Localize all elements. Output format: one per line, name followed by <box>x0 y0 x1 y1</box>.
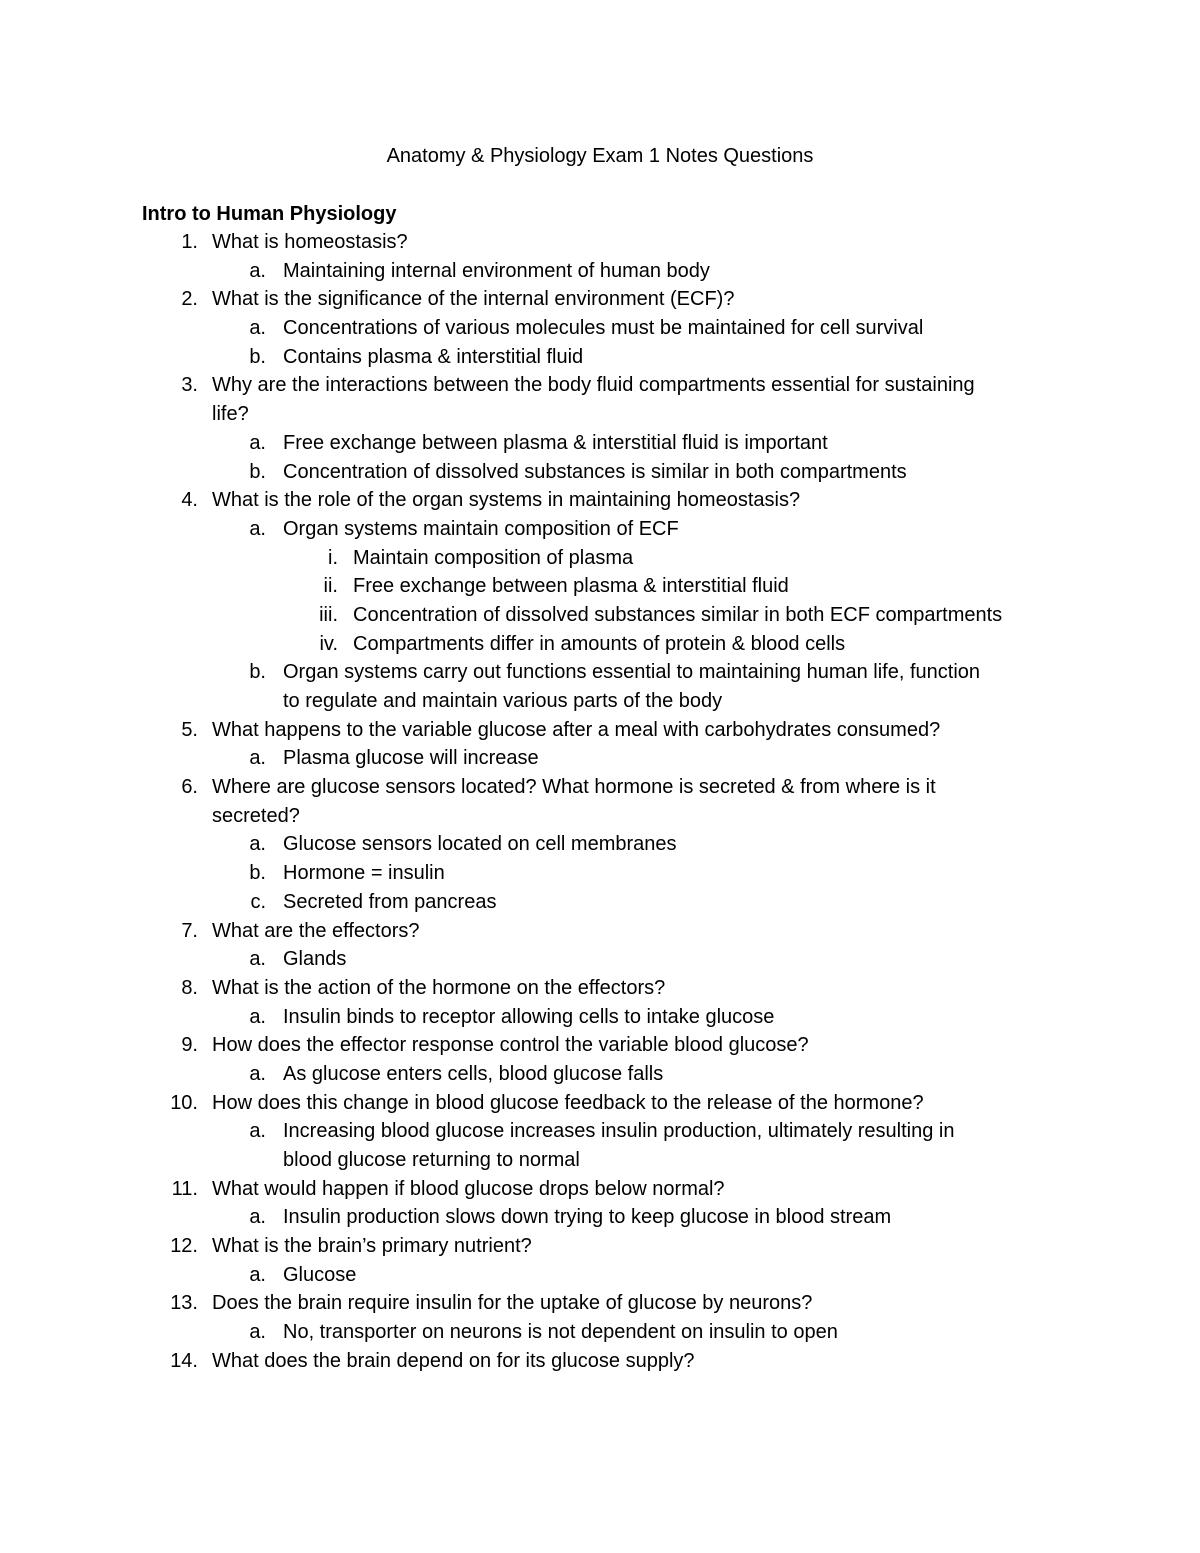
list-marker: a. <box>249 517 266 540</box>
question-line <box>0 1175 1200 1204</box>
list-item-text: Insulin production slows down trying to keep glucose in blood stream <box>283 1206 892 1229</box>
list-marker: a. <box>249 948 266 971</box>
list-marker: b. <box>249 661 266 684</box>
list-item-text: Maintaining internal environment of human body <box>283 259 710 282</box>
list-item-text: What is the role of the organ systems in maintaining homeostasis? <box>212 489 801 512</box>
answer-line <box>0 658 1200 687</box>
sub-answer-line <box>0 544 1200 573</box>
list-marker: a. <box>249 1263 266 1286</box>
list-item-text: life? <box>212 403 249 426</box>
list-item-text: Glands <box>283 948 347 971</box>
list-marker: a. <box>249 747 266 770</box>
list-item-text: Does the brain require insulin for the uptake of glucose by neurons? <box>212 1292 813 1315</box>
answer-line <box>0 343 1200 372</box>
list-marker: 9. <box>181 1034 198 1057</box>
list-item-text: Glucose sensors located on cell membranes <box>283 833 677 856</box>
list-marker: 12. <box>170 1235 198 1258</box>
list-item-text: Where are glucose sensors located? What hormone is secreted & from where is it <box>212 776 936 799</box>
list-item-text: What are the effectors? <box>212 919 420 942</box>
answer-line <box>0 945 1200 974</box>
answer-line <box>0 458 1200 487</box>
list-item-text: What is the significance of the internal environment (ECF)? <box>212 288 735 311</box>
list-item-text: Increasing blood glucose increases insulin production, ultimately resulting in <box>283 1120 955 1143</box>
question-line <box>0 974 1200 1003</box>
answer-line <box>0 1261 1200 1290</box>
list-marker: 7. <box>181 919 198 942</box>
list-item-text: What is the action of the hormone on the effectors? <box>212 976 666 999</box>
list-marker: c. <box>250 890 266 913</box>
list-marker: 2. <box>181 288 198 311</box>
list-marker: a. <box>249 431 266 454</box>
list-marker: b. <box>249 345 266 368</box>
list-marker: i. <box>328 546 338 569</box>
list-item-text: Concentrations of various molecules must be maintained for cell survival <box>283 317 924 340</box>
list-marker: 11. <box>171 1177 198 1200</box>
answer-line <box>0 515 1200 544</box>
question-line <box>0 1289 1200 1318</box>
answer-line <box>0 257 1200 286</box>
list-marker: a. <box>249 259 266 282</box>
list-item-text: No, transporter on neurons is not dependent on insulin to open <box>283 1321 838 1344</box>
list-marker: 5. <box>181 718 198 741</box>
list-item-text: What happens to the variable glucose after a meal with carbohydrates consumed? <box>212 718 941 741</box>
answer-line <box>0 687 1200 716</box>
list-marker: a. <box>249 1062 266 1085</box>
answer-line <box>0 1117 1200 1146</box>
list-item-text: Organ systems carry out functions essential to maintaining human life, function <box>283 661 981 684</box>
list-item-text: How does the effector response control the variable blood glucose? <box>212 1034 809 1057</box>
question-line <box>0 802 1200 831</box>
list-marker: a. <box>249 1120 266 1143</box>
list-item-text: Free exchange between plasma & interstitial fluid is important <box>283 431 828 454</box>
list-item-text: Concentration of dissolved substances is similar in both compartments <box>283 460 907 483</box>
list-marker: a. <box>249 1321 266 1344</box>
question-line <box>0 285 1200 314</box>
answer-line <box>0 314 1200 343</box>
list-item-text: What does the brain depend on for its glucose supply? <box>212 1349 695 1372</box>
list-marker: iv. <box>319 632 338 655</box>
list-item-text: Plasma glucose will increase <box>283 747 539 770</box>
list-marker: iii. <box>319 603 338 626</box>
list-item-text: Maintain composition of plasma <box>353 546 634 569</box>
list-item-text: Organ systems maintain composition of ECF <box>283 517 679 540</box>
list-item-text: blood glucose returning to normal <box>283 1149 580 1171</box>
question-line <box>0 1031 1200 1060</box>
list-marker: a. <box>249 833 266 856</box>
sub-answer-line <box>0 630 1200 659</box>
answer-line <box>0 1146 1200 1175</box>
list-marker: b. <box>249 862 266 885</box>
list-marker: 3. <box>181 374 198 397</box>
list-item-text: What is the brain’s primary nutrient? <box>212 1235 532 1258</box>
question-line <box>0 1347 1200 1376</box>
list-marker: 10. <box>170 1091 198 1114</box>
question-line <box>0 716 1200 745</box>
question-line <box>0 486 1200 515</box>
question-line <box>0 773 1200 802</box>
list-marker: b. <box>249 460 266 483</box>
list-item-text: What would happen if blood glucose drops below normal? <box>212 1177 725 1200</box>
list-marker: 8. <box>181 976 198 999</box>
question-line <box>0 400 1200 429</box>
list-marker: a. <box>249 1005 266 1028</box>
sub-answer-line <box>0 572 1200 601</box>
list-item-text: Compartments differ in amounts of protein & blood cells <box>353 632 846 655</box>
document-title: Anatomy & Physiology Exam 1 Notes Questions <box>386 145 814 167</box>
question-line <box>0 1232 1200 1261</box>
list-item-text: secreted? <box>212 804 300 827</box>
outline-list <box>0 228 1200 1376</box>
list-marker: 6. <box>181 776 198 799</box>
answer-line <box>0 1060 1200 1089</box>
question-line <box>0 228 1200 257</box>
list-marker: 14. <box>170 1349 198 1372</box>
question-line <box>0 371 1200 400</box>
list-marker: a. <box>249 1206 266 1229</box>
list-item-text: to regulate and maintain various parts of the body <box>283 690 723 712</box>
list-item-text: As glucose enters cells, blood glucose falls <box>283 1062 664 1085</box>
answer-line <box>0 429 1200 458</box>
list-item-text: Secreted from pancreas <box>283 890 497 913</box>
list-item-text: Contains plasma & interstitial fluid <box>283 345 584 368</box>
list-item-text: Hormone = insulin <box>283 862 445 885</box>
list-item-text: Glucose <box>283 1263 357 1286</box>
list-item-text: Insulin binds to receptor allowing cells to intake glucose <box>283 1005 775 1028</box>
sub-answer-line <box>0 601 1200 630</box>
list-marker: 1. <box>181 231 198 253</box>
list-item-text: How does this change in blood glucose feedback to the release of the hormone? <box>212 1091 924 1114</box>
answer-line <box>0 859 1200 888</box>
answer-line <box>0 888 1200 917</box>
question-line <box>0 1089 1200 1118</box>
answer-line <box>0 1318 1200 1347</box>
list-marker: ii. <box>323 575 338 598</box>
list-marker: a. <box>249 317 266 340</box>
answer-line <box>0 830 1200 859</box>
list-item-text: Concentration of dissolved substances similar in both ECF compartments <box>353 603 1003 626</box>
list-item-text: What is homeostasis? <box>212 231 408 253</box>
question-line <box>0 917 1200 946</box>
list-item-text: Free exchange between plasma & interstitial fluid <box>353 575 789 598</box>
list-marker: 4. <box>181 489 198 512</box>
list-marker: 13. <box>170 1292 198 1315</box>
section-heading: Intro to Human Physiology <box>142 203 397 225</box>
list-item-text: Why are the interactions between the body fluid compartments essential for sustaining <box>212 374 975 397</box>
answer-line <box>0 1003 1200 1032</box>
answer-line <box>0 744 1200 773</box>
answer-line <box>0 1203 1200 1232</box>
